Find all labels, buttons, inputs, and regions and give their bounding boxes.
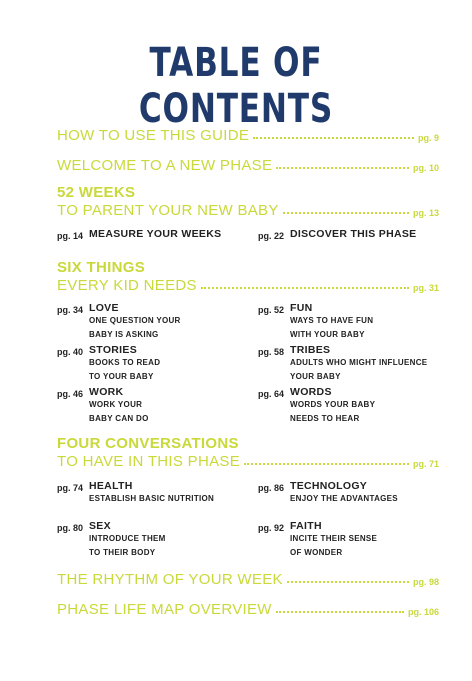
toc-row-label: PHASE LIFE MAP OVERVIEW <box>57 601 272 618</box>
entry-title: DISCOVER THIS PHASE <box>290 228 417 240</box>
toc-row-four-conversations[interactable] <box>57 450 439 470</box>
section-heading-six-things: SIX THINGS <box>57 259 146 276</box>
toc-page-number: pg. 31 <box>412 283 439 293</box>
entry-subtitle: ADULTS WHO MIGHT INFLUENCE <box>290 358 428 367</box>
toc-entry[interactable] <box>57 386 247 426</box>
toc-row-label: HOW TO USE THIS GUIDE <box>57 127 250 144</box>
toc-page-number: pg. 71 <box>412 459 439 469</box>
entry-title: FUN <box>290 302 313 314</box>
entry-subtitle: ONE QUESTION YOUR <box>89 316 181 325</box>
entry-page-number: pg. 34 <box>57 305 84 315</box>
entry-title: FAITH <box>290 520 322 532</box>
dot-leader <box>287 581 409 583</box>
entry-page-number: pg. 80 <box>57 523 84 533</box>
section-heading-four-conversations: FOUR CONVERSATIONS <box>57 435 239 452</box>
toc-row-label: EVERY KID NEEDS <box>57 277 197 294</box>
entry-subtitle: BABY CAN DO <box>89 414 149 423</box>
entry-page-number: pg. 64 <box>258 389 285 399</box>
entry-subtitle: WITH YOUR BABY <box>290 330 365 339</box>
entry-title: WORK <box>89 386 124 398</box>
toc-entry[interactable] <box>258 228 448 241</box>
dot-leader <box>283 212 409 214</box>
entry-subtitle: WORDS YOUR BABY <box>290 400 376 409</box>
entry-title: TRIBES <box>290 344 331 356</box>
entry-title: TECHNOLOGY <box>290 480 368 492</box>
entry-title: MEASURE YOUR WEEKS <box>89 228 222 240</box>
dot-leader <box>276 611 404 613</box>
toc-row-six-things[interactable] <box>57 274 439 294</box>
toc-page-number: pg. 9 <box>417 133 439 143</box>
toc-row-label: TO PARENT YOUR NEW BABY <box>57 202 279 219</box>
toc-row-welcome[interactable] <box>57 154 439 174</box>
toc-entry[interactable] <box>258 386 448 426</box>
toc-row-rhythm[interactable] <box>57 568 439 588</box>
dot-leader <box>201 287 409 289</box>
entry-page-number: pg. 22 <box>258 231 285 241</box>
page-title: TABLE OF CONTENTS <box>138 40 334 132</box>
entry-subtitle: TO YOUR BABY <box>89 372 154 381</box>
entry-page-number: pg. 86 <box>258 483 285 493</box>
entry-page-number: pg. 74 <box>57 483 84 493</box>
entry-subtitle: ESTABLISH BASIC NUTRITION <box>89 494 215 503</box>
entry-page-number: pg. 52 <box>258 305 285 315</box>
entry-subtitle: BOOKS TO READ <box>89 358 161 367</box>
toc-row-weeks[interactable] <box>57 199 439 219</box>
toc-page-number: pg. 10 <box>412 163 439 173</box>
entry-subtitle: NEEDS TO HEAR <box>290 414 360 423</box>
entry-page-number: pg. 92 <box>258 523 285 533</box>
toc-row-label: THE RHYTHM OF YOUR WEEK <box>57 571 283 588</box>
entry-title: SEX <box>89 520 111 532</box>
entry-subtitle: WAYS TO HAVE FUN <box>290 316 374 325</box>
entry-title: HEALTH <box>89 480 133 492</box>
entry-page-number: pg. 40 <box>57 347 84 357</box>
toc-entry[interactable] <box>57 480 247 506</box>
toc-page-number: pg. 98 <box>412 577 439 587</box>
entry-title: STORIES <box>89 344 138 356</box>
toc-row-label: WELCOME TO A NEW PHASE <box>57 157 273 174</box>
dot-leader <box>253 137 414 139</box>
toc-page-number: pg. 13 <box>412 208 439 218</box>
entry-subtitle: INTRODUCE THEM <box>89 534 166 543</box>
toc-row-label: TO HAVE IN THIS PHASE <box>57 453 241 470</box>
entry-subtitle: INCITE THEIR SENSE <box>290 534 378 543</box>
toc-row-life-map[interactable] <box>57 598 439 618</box>
toc-entry[interactable] <box>57 344 247 384</box>
entry-title: WORDS <box>290 386 332 398</box>
entry-subtitle: YOUR BABY <box>290 372 341 381</box>
toc-entry[interactable] <box>57 302 247 342</box>
entry-subtitle: OF WONDER <box>290 548 343 557</box>
entry-page-number: pg. 58 <box>258 347 285 357</box>
entry-subtitle: BABY IS ASKING <box>89 330 159 339</box>
toc-entry[interactable] <box>258 302 448 342</box>
dot-leader <box>244 463 409 465</box>
entry-subtitle: TO THEIR BODY <box>89 548 156 557</box>
section-heading-weeks: 52 WEEKS <box>57 184 136 201</box>
toc-entry[interactable] <box>258 344 458 384</box>
entry-page-number: pg. 14 <box>57 231 84 241</box>
entry-subtitle: WORK YOUR <box>89 400 143 409</box>
toc-page-number: pg. 106 <box>407 607 439 617</box>
dot-leader <box>276 167 409 169</box>
toc-entry[interactable] <box>258 520 448 560</box>
toc-entry[interactable] <box>57 228 247 241</box>
toc-entry[interactable] <box>258 480 448 506</box>
toc-row-how-to-use[interactable] <box>57 124 439 144</box>
entry-page-number: pg. 46 <box>57 389 84 399</box>
toc-entry[interactable] <box>57 520 247 560</box>
entry-subtitle: ENJOY THE ADVANTAGES <box>290 494 398 503</box>
entry-title: LOVE <box>89 302 119 314</box>
